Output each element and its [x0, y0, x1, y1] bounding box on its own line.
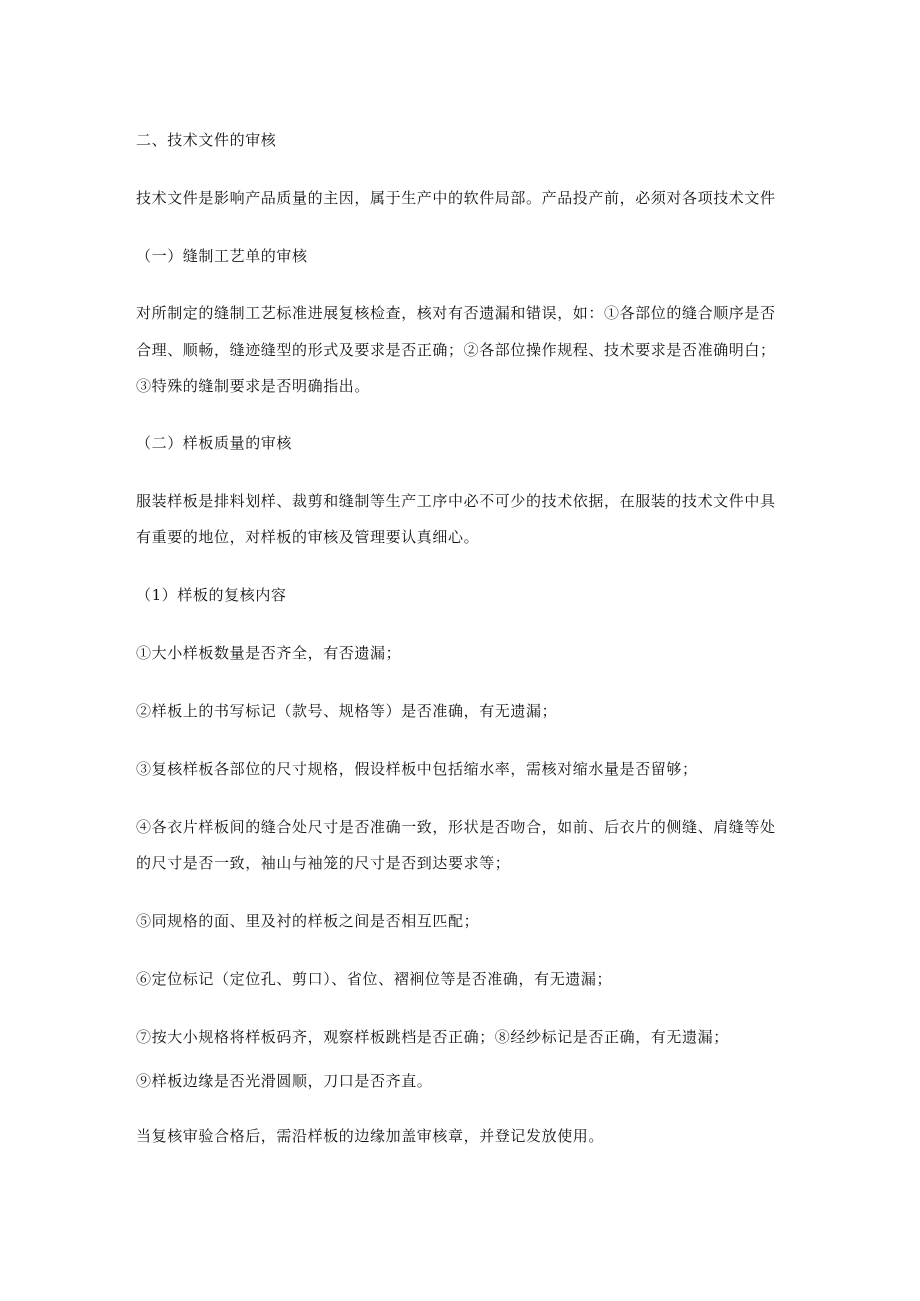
review-item-6: ⑥定位标记（定位孔、剪口）、省位、褶裥位等是否准确，有无遗漏； — [136, 970, 613, 988]
review-conclusion: 当复核审验合格后，需沿样板的边缘加盖审核章，并登记发放使用。 — [136, 1127, 605, 1145]
review-item-9: ⑨样板边缘是否光滑圆顺，刀口是否齐直。 — [136, 1072, 433, 1090]
review-item-4-line-1: ④各衣片样板间的缝合处尺寸是否准确一致，形状是否吻合，如前、后衣片的侧缝、肩缝等处 — [136, 818, 776, 836]
review-item-5: ⑤同规格的面、里及衬的样板之间是否相互匹配； — [136, 912, 480, 930]
subsection-2-line-2: 有重要的地位，对样板的审核及管理要认真细心。 — [136, 528, 480, 546]
section-title: 二、技术文件的审核 — [136, 131, 277, 149]
review-title: （1）样板的复核内容 — [136, 586, 287, 604]
subsection-1-line-2: 合理、顺畅，缝迹缝型的形式及要求是否正确；②各部位操作规程、技术要求是否准确明白； — [136, 341, 776, 359]
review-item-7-8: ⑦按大小规格将样板码齐，观察样板跳档是否正确；⑧经纱标记是否正确，有无遗漏； — [136, 1028, 729, 1046]
subsection-2-line-1: 服装样板是排料划样、裁剪和缝制等生产工序中必不可少的技术依据，在服装的技术文件中具 — [136, 492, 776, 510]
review-item-3: ③复核样板各部位的尺寸规格，假设样板中包括缩水率，需核对缩水量是否留够； — [136, 760, 698, 778]
subsection-1-line-3: ③特殊的缝制要求是否明确指出。 — [136, 377, 371, 395]
intro-paragraph: 技术文件是影响产品质量的主因，属于生产中的软件局部。产品投产前，必须对各项技术文件 — [136, 189, 776, 207]
subsection-2-title: （二）样板质量的审核 — [136, 434, 293, 452]
subsection-1-line-1: 对所制定的缝制工艺标准进展复核检查，核对有否遗漏和错误，如：①各部位的缝合顺序是否 — [136, 304, 776, 322]
subsection-1-title: （一）缝制工艺单的审核 — [136, 247, 308, 265]
review-item-4-line-2: 的尺寸是否一致，袖山与袖笼的尺寸是否到达要求等； — [136, 854, 511, 872]
review-item-1: ①大小样板数量是否齐全，有否遗漏； — [136, 644, 402, 662]
review-item-2: ②样板上的书写标记（款号、规格等）是否准确，有无遗漏； — [136, 702, 558, 720]
